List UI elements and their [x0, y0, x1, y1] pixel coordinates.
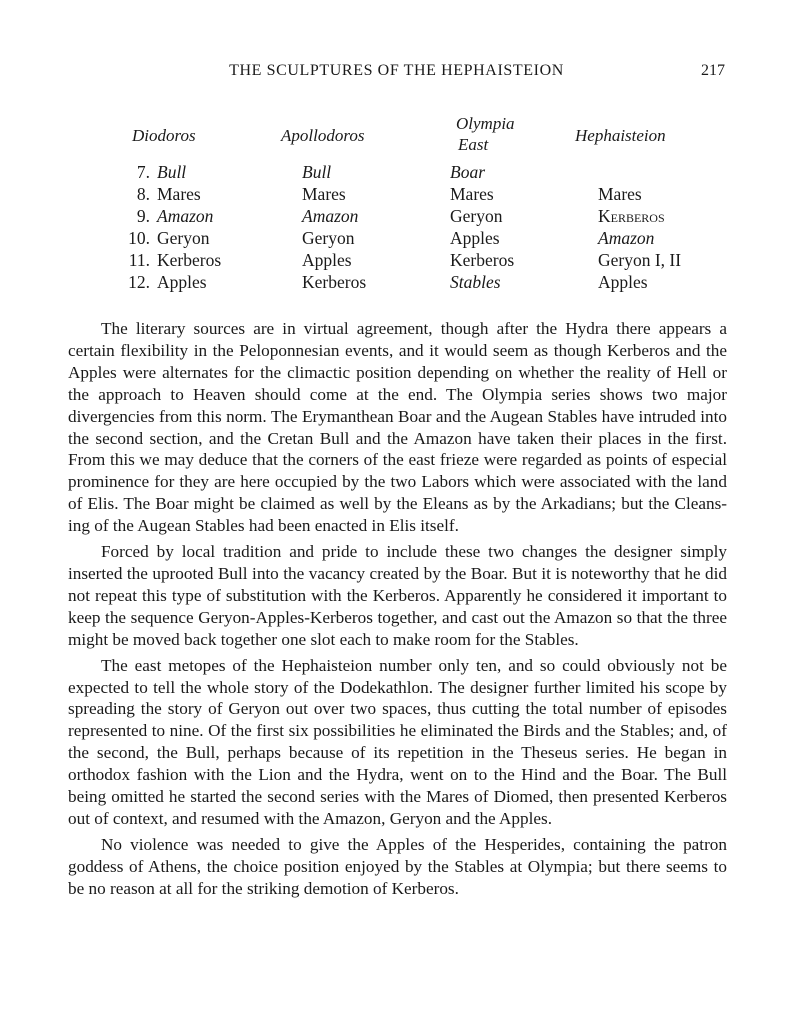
cell-hephaisteion: Amazon: [598, 228, 655, 248]
cell-hephaisteion: Geryon I, II: [598, 250, 682, 270]
column-header-apollodoros: Apollodoros: [281, 126, 365, 145]
cell-apollodoros: Amazon: [302, 206, 359, 226]
running-head: [0, 62, 793, 84]
cell-hephaisteion: Kerberos: [598, 206, 665, 226]
cell-hephaisteion: Apples: [598, 272, 648, 292]
cell-olympia: Geryon: [450, 206, 503, 226]
cell-diodoros: Kerberos: [157, 250, 222, 270]
paragraph: No violence was needed to give the Apples of the Hesperides, containing the patron goddess of Athens, the choice position enjoyed by the Stables at Olympia; but there seems to be no reason at all for the striking demotion of Kerberos.: [68, 834, 727, 898]
cell-apollodoros: Apples: [302, 250, 352, 270]
column-header-olympia-east: [456, 113, 515, 155]
column-header-hephaisteion: Hephaisteion: [575, 126, 666, 145]
column-header-diodoros: Diodoros: [132, 126, 196, 145]
row-number: 11.: [128, 250, 150, 270]
cell-diodoros: Apples: [157, 272, 207, 292]
row-number: 10.: [128, 228, 150, 248]
cell-apollodoros: Mares: [302, 184, 346, 204]
cell-apollodoros: Kerberos: [302, 272, 367, 292]
paragraph: The literary sources are in virtual agreement, though after the Hydra there appears a certain flexibility in the Peloponnesian events, and it would seem as though Kerberos and the Apples were alternates for the climactic position depending on whether the reality of Hell or the approach to Heaven should come at the end. The Olympia series shows two major divergencies from this norm. The Erymanthean Boar and the Augean Stables have intruded into the second section, and the Cretan Bull and the Amazon have taken their places in the first. From this we may deduce that the corners of the east frieze were regarded as points of especial prominence for they are here occupied by the two Labors which were associated with the land of Elis. The Boar might be claimed as well by the Eleans as by the Arkadians; but the Cleansing of the Augean Stables had been enacted in Elis itself.: [68, 319, 727, 536]
cell-olympia: Mares: [450, 184, 494, 204]
row-number: 7.: [136, 162, 150, 182]
cell-apollodoros: Geryon: [302, 228, 355, 248]
column-header-olympia-line1: Olympia: [456, 114, 515, 133]
page-number: 217: [701, 62, 725, 79]
row-number: 12.: [128, 272, 150, 292]
cell-diodoros: Geryon: [157, 228, 210, 248]
row-number: 8.: [136, 184, 150, 204]
cell-diodoros: Bull: [157, 162, 187, 182]
cell-hephaisteion: Mares: [598, 184, 642, 204]
running-title: THE SCULPTURES OF THE HEPHAISTEION: [229, 62, 564, 79]
cell-olympia: Apples: [450, 228, 500, 248]
cell-apollodoros: Bull: [302, 162, 332, 182]
column-header-olympia-line2: East: [458, 135, 489, 154]
row-number: 9.: [136, 206, 150, 226]
body-text: [68, 318, 727, 904]
cell-olympia: Stables: [450, 272, 501, 292]
cell-olympia: Boar: [450, 162, 485, 182]
cell-olympia: Kerberos: [450, 250, 515, 270]
paragraph: Forced by local tradition and pride to include these two changes the designer simply inserted the uprooted Bull into the vacancy created by the Boar. But it is noteworthy that he did not repeat this type of substitution with the Kerberos. Apparently he considered it important to keep the sequence Geryon-Apples-Kerberos together, and cast out the Amazon so that the three might be moved back together one slot each to make room for the Stables.: [68, 542, 727, 649]
cell-diodoros: Amazon: [157, 206, 214, 226]
paragraph: The east metopes of the Hephaisteion number only ten, and so could obviously not be expected to tell the whole story of the Dodekathlon. The designer further limited his scope by spreading the story of Geryon out over two spaces, thus cutting the total number of episodes represented to nine. Of the first six possibilities he eliminated the Birds and the Stables; and, of the second, the Bull, perhaps because of its repetition in the Theseus series. He began in orthodox fashion with the Lion and the Hydra, went on to the Hind and the Boar. The Bull being omitted he started the second series with the Mares of Diomed, then presented Kerberos out of context, and resumed with the Amazon, Geryon and the Apples.: [68, 655, 727, 828]
cell-diodoros: Mares: [157, 184, 201, 204]
